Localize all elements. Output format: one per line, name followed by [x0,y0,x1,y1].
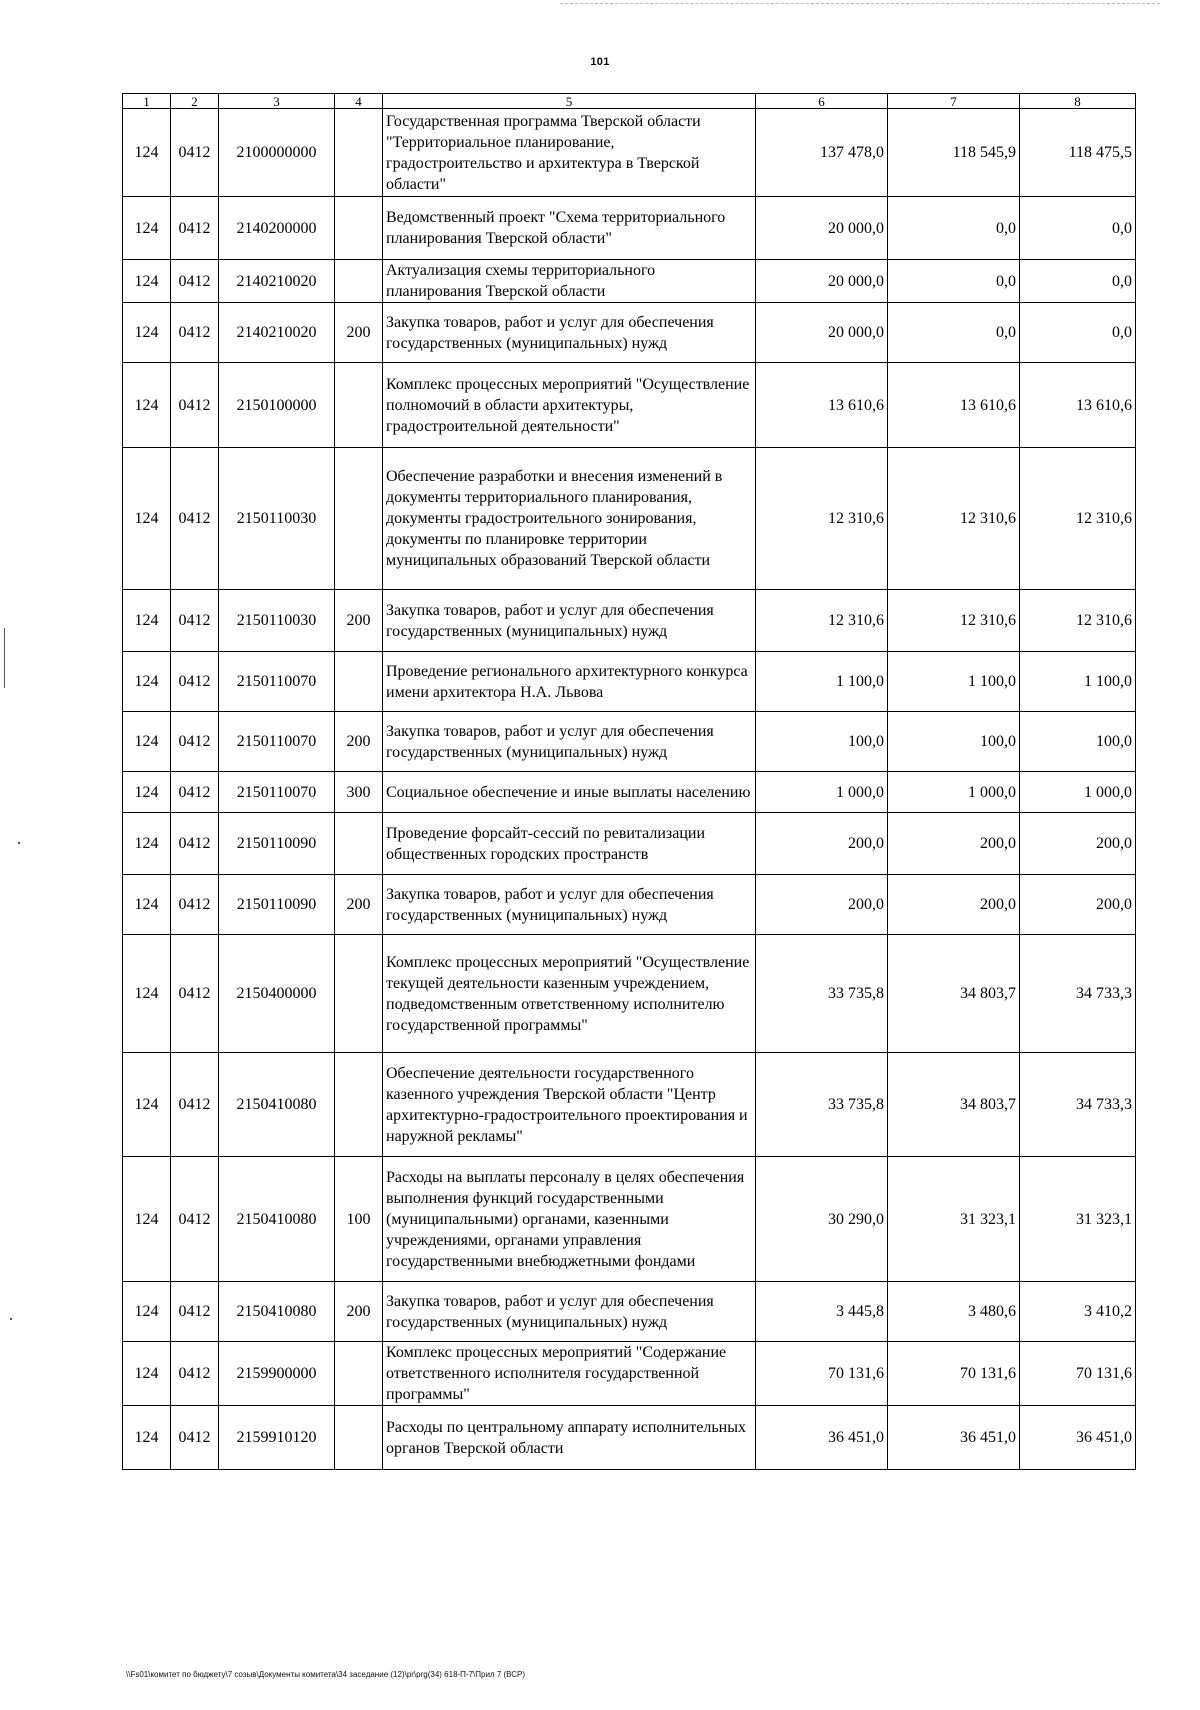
amount-year2-cell: 200,0 [888,813,1020,875]
item-name-cell: Обеспечение разработки и внесения изменений в документы территориального планирования, документы градостроительного зонирования, документы по планировке территории муниципальных образований Тверской области [383,448,756,590]
section-code-cell: 0412 [171,712,219,772]
amount-year1-cell: 12 310,6 [756,590,888,652]
target-code-cell: 2150110070 [219,772,335,813]
amount-year3-cell: 70 131,6 [1020,1342,1136,1406]
target-code-cell: 2150400000 [219,935,335,1053]
amount-year1-cell: 1 000,0 [756,772,888,813]
table-row [123,260,1136,303]
table-row [123,303,1136,363]
amount-year2-cell: 0,0 [888,303,1020,363]
item-name-cell: Проведение форсайт-сессий по ревитализации общественных городских пространств [383,813,756,875]
amount-year3-cell: 34 733,3 [1020,935,1136,1053]
expense-type-cell [335,260,383,303]
amount-year3-cell: 1 100,0 [1020,652,1136,712]
expense-type-cell: 200 [335,712,383,772]
target-code-cell: 2150110070 [219,712,335,772]
item-name-cell: Закупка товаров, работ и услуг для обеспечения государственных (муниципальных) нужд [383,712,756,772]
amount-year1-cell: 200,0 [756,813,888,875]
item-name-cell: Ведомственный проект "Схема территориального планирования Тверской области" [383,197,756,260]
table-row [123,935,1136,1053]
amount-year3-cell: 100,0 [1020,712,1136,772]
table-row [123,1282,1136,1342]
admin-code-cell: 124 [123,303,171,363]
amount-year1-cell: 36 451,0 [756,1406,888,1470]
item-name-cell: Расходы по центральному аппарату исполнительных органов Тверской области [383,1406,756,1470]
table-body [123,94,1136,1470]
table-row [123,590,1136,652]
expense-type-cell [335,1406,383,1470]
amount-year2-cell: 1 100,0 [888,652,1020,712]
target-code-cell: 2150110030 [219,590,335,652]
header-cell: 4 [335,94,383,109]
section-code-cell: 0412 [171,1342,219,1406]
section-code-cell: 0412 [171,813,219,875]
section-code-cell: 0412 [171,109,219,197]
target-code-cell: 2150110030 [219,448,335,590]
expense-type-cell [335,109,383,197]
amount-year3-cell: 34 733,3 [1020,1053,1136,1157]
scan-mark [4,628,5,688]
header-cell: 7 [888,94,1020,109]
section-code-cell: 0412 [171,260,219,303]
amount-year1-cell: 70 131,6 [756,1342,888,1406]
scan-mark [18,842,20,844]
amount-year1-cell: 20 000,0 [756,197,888,260]
table-row [123,1342,1136,1406]
target-code-cell: 2150110090 [219,813,335,875]
admin-code-cell: 124 [123,772,171,813]
expense-type-cell [335,935,383,1053]
amount-year2-cell: 34 803,7 [888,1053,1020,1157]
section-code-cell: 0412 [171,652,219,712]
amount-year2-cell: 3 480,6 [888,1282,1020,1342]
admin-code-cell: 124 [123,1342,171,1406]
amount-year2-cell: 0,0 [888,197,1020,260]
amount-year3-cell: 0,0 [1020,197,1136,260]
table-row [123,875,1136,935]
header-cell: 3 [219,94,335,109]
table-row [123,363,1136,448]
admin-code-cell: 124 [123,652,171,712]
amount-year1-cell: 100,0 [756,712,888,772]
admin-code-cell: 124 [123,1406,171,1470]
table-header-row [123,94,1136,109]
amount-year2-cell: 13 610,6 [888,363,1020,448]
section-code-cell: 0412 [171,303,219,363]
section-code-cell: 0412 [171,363,219,448]
expense-type-cell [335,1342,383,1406]
section-code-cell: 0412 [171,772,219,813]
target-code-cell: 2159910120 [219,1406,335,1470]
item-name-cell: Закупка товаров, работ и услуг для обеспечения государственных (муниципальных) нужд [383,590,756,652]
amount-year3-cell: 36 451,0 [1020,1406,1136,1470]
page-number: 101 [590,56,610,68]
section-code-cell: 0412 [171,1406,219,1470]
header-cell: 1 [123,94,171,109]
expense-type-cell [335,652,383,712]
section-code-cell: 0412 [171,875,219,935]
amount-year3-cell: 13 610,6 [1020,363,1136,448]
header-cell: 2 [171,94,219,109]
target-code-cell: 2159900000 [219,1342,335,1406]
amount-year2-cell: 34 803,7 [888,935,1020,1053]
admin-code-cell: 124 [123,448,171,590]
item-name-cell: Закупка товаров, работ и услуг для обеспечения государственных (муниципальных) нужд [383,875,756,935]
item-name-cell: Закупка товаров, работ и услуг для обеспечения государственных (муниципальных) нужд [383,303,756,363]
table-row [123,772,1136,813]
amount-year2-cell: 36 451,0 [888,1406,1020,1470]
table-row [123,1157,1136,1282]
target-code-cell: 2150110090 [219,875,335,935]
item-name-cell: Закупка товаров, работ и услуг для обеспечения государственных (муниципальных) нужд [383,1282,756,1342]
amount-year1-cell: 33 735,8 [756,1053,888,1157]
amount-year1-cell: 13 610,6 [756,363,888,448]
header-cell: 5 [383,94,756,109]
amount-year3-cell: 200,0 [1020,875,1136,935]
item-name-cell: Государственная программа Тверской области "Территориальное планирование, градостроительство и архитектура в Тверской области" [383,109,756,197]
item-name-cell: Социальное обеспечение и иные выплаты населению [383,772,756,813]
admin-code-cell: 124 [123,1282,171,1342]
amount-year3-cell: 12 310,6 [1020,448,1136,590]
amount-year1-cell: 30 290,0 [756,1157,888,1282]
admin-code-cell: 124 [123,1157,171,1282]
amount-year2-cell: 0,0 [888,260,1020,303]
header-cell: 8 [1020,94,1136,109]
section-code-cell: 0412 [171,197,219,260]
budget-table [122,93,1136,1470]
amount-year3-cell: 0,0 [1020,303,1136,363]
table-row [123,197,1136,260]
header-cell: 6 [756,94,888,109]
section-code-cell: 0412 [171,448,219,590]
target-code-cell: 2150410080 [219,1053,335,1157]
admin-code-cell: 124 [123,1053,171,1157]
item-name-cell: Обеспечение деятельности государственного казенного учреждения Тверской области "Центр архитектурно-градостроительного проектирования и наружной рекламы" [383,1053,756,1157]
scan-edge-line [560,3,1160,4]
section-code-cell: 0412 [171,935,219,1053]
amount-year1-cell: 33 735,8 [756,935,888,1053]
item-name-cell: Комплекс процессных мероприятий "Осуществление полномочий в области архитектуры, градостроительной деятельности" [383,363,756,448]
table-row [123,712,1136,772]
amount-year3-cell: 200,0 [1020,813,1136,875]
amount-year1-cell: 1 100,0 [756,652,888,712]
section-code-cell: 0412 [171,1053,219,1157]
amount-year2-cell: 1 000,0 [888,772,1020,813]
expense-type-cell [335,448,383,590]
admin-code-cell: 124 [123,590,171,652]
admin-code-cell: 124 [123,813,171,875]
amount-year2-cell: 12 310,6 [888,448,1020,590]
item-name-cell: Расходы на выплаты персоналу в целях обеспечения выполнения функций государственными (муниципальными) органами, казенными учреждениями, органами управления государственными внебюджетными фондами [383,1157,756,1282]
amount-year3-cell: 0,0 [1020,260,1136,303]
admin-code-cell: 124 [123,935,171,1053]
amount-year2-cell: 200,0 [888,875,1020,935]
amount-year3-cell: 3 410,2 [1020,1282,1136,1342]
amount-year2-cell: 70 131,6 [888,1342,1020,1406]
amount-year3-cell: 118 475,5 [1020,109,1136,197]
item-name-cell: Комплекс процессных мероприятий "Осуществление текущей деятельности казенным учреждением, подведомственным ответственному исполнителю государственной программы" [383,935,756,1053]
amount-year1-cell: 137 478,0 [756,109,888,197]
scan-mark [10,1318,12,1320]
admin-code-cell: 124 [123,260,171,303]
amount-year1-cell: 12 310,6 [756,448,888,590]
table-row [123,1406,1136,1470]
amount-year2-cell: 118 545,9 [888,109,1020,197]
amount-year1-cell: 200,0 [756,875,888,935]
amount-year2-cell: 31 323,1 [888,1157,1020,1282]
admin-code-cell: 124 [123,363,171,448]
amount-year1-cell: 20 000,0 [756,260,888,303]
expense-type-cell [335,813,383,875]
amount-year2-cell: 12 310,6 [888,590,1020,652]
expense-type-cell: 200 [335,875,383,935]
expense-type-cell [335,197,383,260]
expense-type-cell: 200 [335,303,383,363]
admin-code-cell: 124 [123,197,171,260]
target-code-cell: 2140210020 [219,303,335,363]
target-code-cell: 2100000000 [219,109,335,197]
target-code-cell: 2150410080 [219,1282,335,1342]
expense-type-cell: 300 [335,772,383,813]
section-code-cell: 0412 [171,590,219,652]
item-name-cell: Актуализация схемы территориального планирования Тверской области [383,260,756,303]
item-name-cell: Проведение регионального архитектурного конкурса имени архитектора Н.А. Львова [383,652,756,712]
amount-year2-cell: 100,0 [888,712,1020,772]
amount-year3-cell: 31 323,1 [1020,1157,1136,1282]
expense-type-cell: 100 [335,1157,383,1282]
target-code-cell: 2150410080 [219,1157,335,1282]
file-path-footer: \\Fs01\комитет по бюджету\7 созыв\Документы комитета\34 заседание (12)\pr\prg(34) 618-П-7\Прил 7 (ВСР) [126,1670,526,1679]
table-row [123,1053,1136,1157]
amount-year1-cell: 20 000,0 [756,303,888,363]
target-code-cell: 2140210020 [219,260,335,303]
table-row [123,813,1136,875]
amount-year3-cell: 12 310,6 [1020,590,1136,652]
section-code-cell: 0412 [171,1157,219,1282]
table-row [123,109,1136,197]
expense-type-cell: 200 [335,1282,383,1342]
item-name-cell: Комплекс процессных мероприятий "Содержание ответственного исполнителя государственной программы" [383,1342,756,1406]
target-code-cell: 2140200000 [219,197,335,260]
expense-type-cell [335,363,383,448]
expense-type-cell [335,1053,383,1157]
expense-type-cell: 200 [335,590,383,652]
admin-code-cell: 124 [123,875,171,935]
target-code-cell: 2150110070 [219,652,335,712]
admin-code-cell: 124 [123,712,171,772]
amount-year1-cell: 3 445,8 [756,1282,888,1342]
table-row [123,652,1136,712]
table-row [123,448,1136,590]
amount-year3-cell: 1 000,0 [1020,772,1136,813]
section-code-cell: 0412 [171,1282,219,1342]
admin-code-cell: 124 [123,109,171,197]
target-code-cell: 2150100000 [219,363,335,448]
